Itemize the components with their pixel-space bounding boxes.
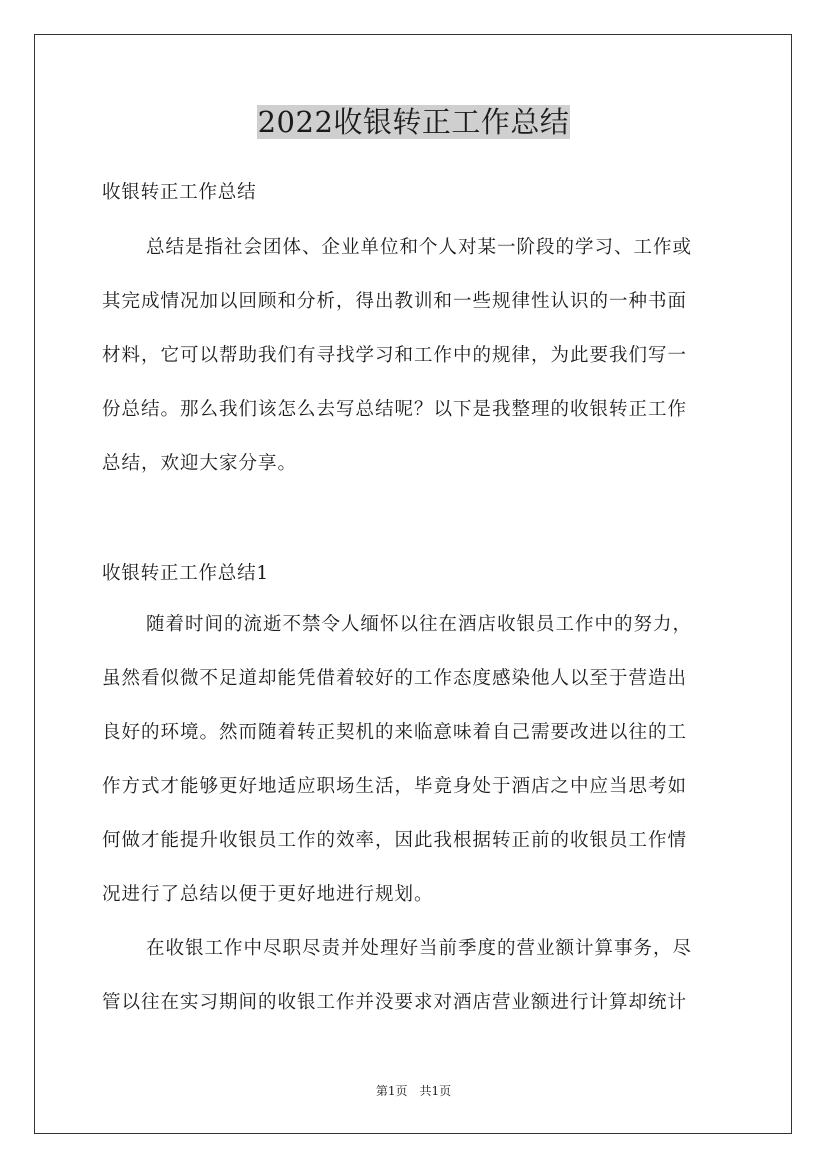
paragraph-line: 随着时间的流逝不禁令人缅怀以往在酒店收银员工作中的努力， — [146, 614, 693, 635]
intro-line: 材料，它可以帮助我们有寻找学习和工作中的规律，为此要我们写一 — [102, 345, 688, 366]
intro-line: 份总结。那么我们该怎么去写总结呢？以下是我整理的收银转正工作 — [102, 399, 688, 420]
paragraph-line: 何做才能提升收银员工作的效率，因此我根据转正前的收银员工作情 — [102, 830, 688, 851]
document-title — [0, 98, 827, 146]
paragraph-2 — [102, 922, 732, 1030]
sub-heading: 收银转正工作总结1 — [102, 563, 269, 584]
section-heading: 收银转正工作总结 — [102, 182, 257, 203]
intro-paragraph — [102, 221, 732, 491]
paragraph-line: 管以往在实习期间的收银工作并没要求对酒店营业额进行计算却统计 — [102, 992, 688, 1013]
document-title-text: 2022收银转正工作总结 — [257, 105, 570, 139]
paragraph-line: 况进行了总结以便于更好地进行规划。 — [102, 884, 434, 905]
paragraph-line: 良好的环境。然而随着转正契机的来临意味着自己需要改进以往的工 — [102, 722, 688, 743]
paragraph-line: 在收银工作中尽职尽责并处理好当前季度的营业额计算事务，尽 — [146, 938, 693, 959]
paragraph-1 — [102, 598, 732, 922]
page-footer: 第1页 共1页 — [375, 1084, 452, 1098]
intro-line: 总结，欢迎大家分享。 — [102, 453, 298, 474]
intro-line: 总结是指社会团体、企业单位和个人对某一阶段的学习、工作或 — [146, 237, 693, 258]
paragraph-line: 作方式才能够更好地适应职场生活，毕竟身处于酒店之中应当思考如 — [102, 776, 688, 797]
paragraph-line: 虽然看似微不足道却能凭借着较好的工作态度感染他人以至于营造出 — [102, 668, 688, 689]
intro-line: 其完成情况加以回顾和分析，得出教训和一些规律性认识的一种书面 — [102, 291, 688, 312]
